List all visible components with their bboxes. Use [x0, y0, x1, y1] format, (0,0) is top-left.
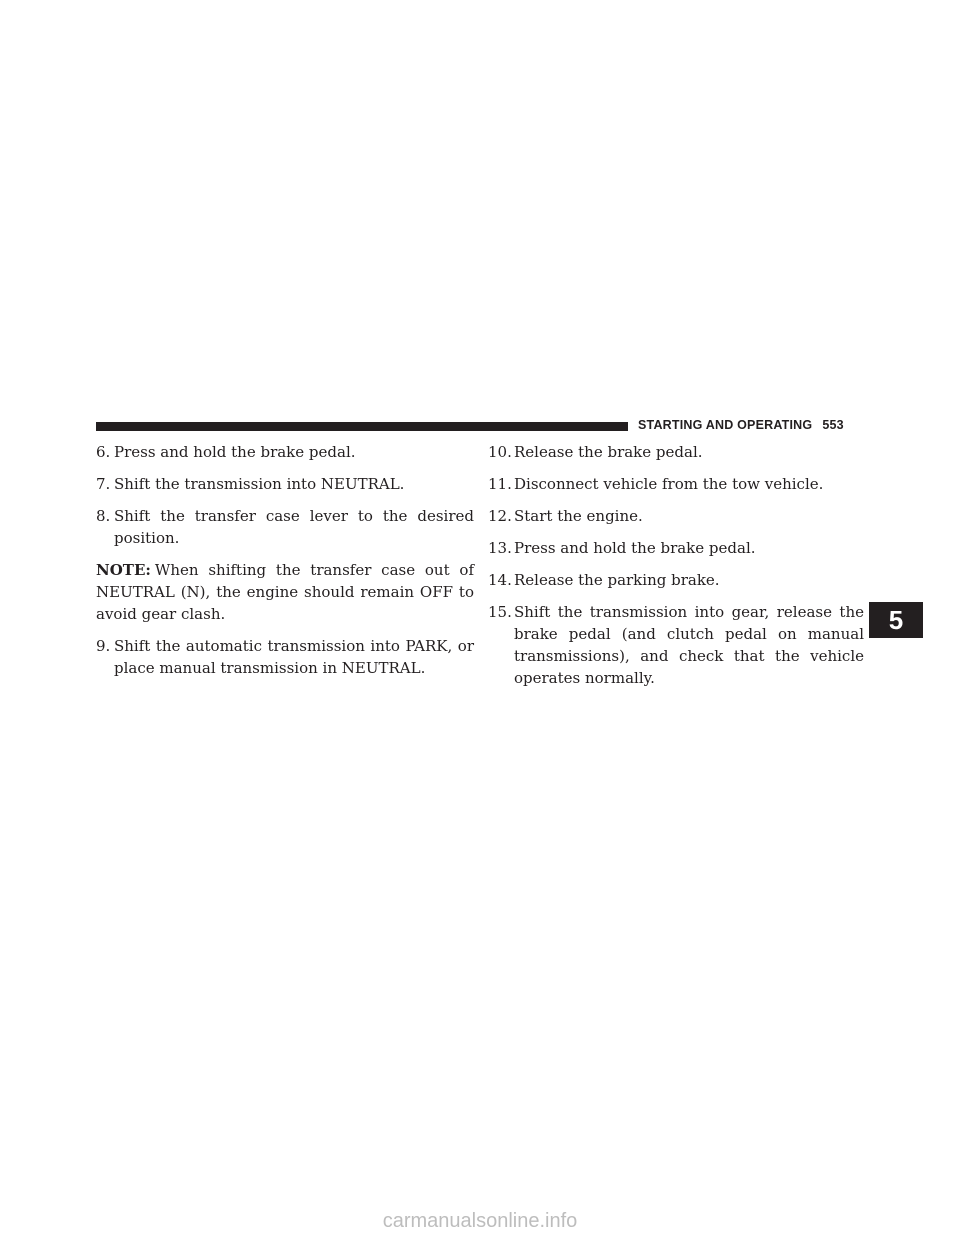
- section-title: STARTING AND OPERATING: [638, 418, 813, 432]
- left-column: [96, 441, 474, 689]
- step-13: [488, 537, 864, 559]
- step-text: Disconnect vehicle from the tow vehicle.: [514, 475, 824, 493]
- note-paragraph: [96, 559, 474, 625]
- right-column: [488, 441, 864, 699]
- step-text: Shift the transmission into gear, release the brake pedal (and clutch pedal on manual transmissions), and check that the vehicle operates normally.: [514, 603, 864, 687]
- step-number: 9.: [96, 637, 111, 655]
- step-text: Start the engine.: [514, 507, 643, 525]
- step-text: Shift the transfer case lever to the desired position.: [114, 507, 474, 547]
- step-text: Press and hold the brake pedal.: [114, 443, 356, 461]
- step-number: 12.: [488, 507, 512, 525]
- step-number: 15.: [488, 603, 512, 621]
- step-10: [488, 441, 864, 463]
- step-7: [96, 473, 474, 495]
- step-text: Release the parking brake.: [514, 571, 720, 589]
- step-text: Press and hold the brake pedal.: [514, 539, 756, 557]
- step-text: Release the brake pedal.: [514, 443, 703, 461]
- step-number: 6.: [96, 443, 111, 461]
- chapter-tab: 5: [869, 602, 923, 638]
- step-number: 10.: [488, 443, 512, 461]
- step-15: [488, 601, 864, 689]
- step-number: 13.: [488, 539, 512, 557]
- step-14: [488, 569, 864, 591]
- note-text: When shifting the transfer case out of NEUTRAL (N), the engine should remain OFF to avoid gear clash.: [96, 561, 474, 623]
- header-rule: [96, 422, 628, 431]
- step-9: [96, 635, 474, 679]
- step-text: Shift the automatic transmission into PARK, or place manual transmission in NEUTRAL.: [114, 637, 474, 677]
- step-8: [96, 505, 474, 549]
- step-12: [488, 505, 864, 527]
- step-number: 14.: [488, 571, 512, 589]
- page-number: 553: [822, 418, 844, 432]
- step-text: Shift the transmission into NEUTRAL.: [114, 475, 405, 493]
- step-number: 11.: [488, 475, 512, 493]
- step-number: 8.: [96, 507, 111, 525]
- step-11: [488, 473, 864, 495]
- step-6: [96, 441, 474, 463]
- watermark: carmanualsonline.info: [382, 1210, 578, 1232]
- running-header: [638, 418, 844, 432]
- note-label: NOTE:: [96, 561, 151, 579]
- step-number: 7.: [96, 475, 111, 493]
